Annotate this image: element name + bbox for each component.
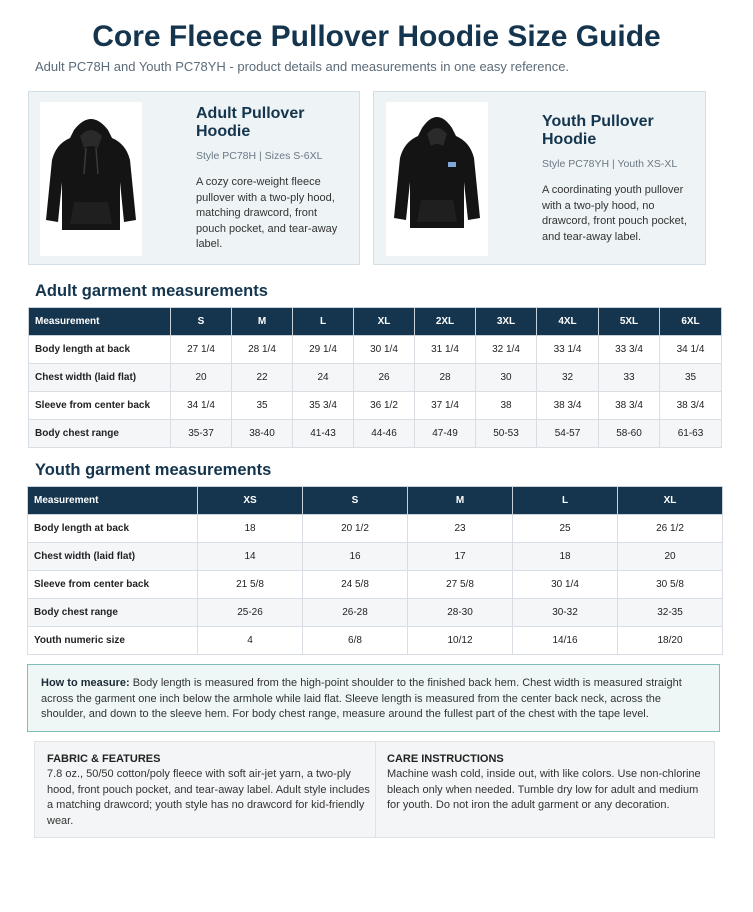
table-cell: Body chest range — [29, 420, 171, 448]
header-cell: XL — [354, 308, 415, 336]
table-cell: 30 1/4 — [513, 571, 618, 599]
table-cell: 35 3/4 — [293, 392, 354, 420]
header-cell: 4XL — [537, 308, 599, 336]
care-instructions — [387, 753, 705, 814]
table-cell: 17 — [408, 543, 513, 571]
table-cell: 20 — [171, 364, 232, 392]
table-cell: 44-46 — [354, 420, 415, 448]
label-tag — [448, 162, 456, 167]
table-cell: 54-57 — [537, 420, 599, 448]
table-cell: 10/12 — [408, 627, 513, 655]
table-cell: 6/8 — [303, 627, 408, 655]
table-cell: 14 — [198, 543, 303, 571]
table-cell: 18/20 — [618, 627, 723, 655]
table-cell: 30-32 — [513, 599, 618, 627]
table-cell: Youth numeric size — [28, 627, 198, 655]
table-cell: 25-26 — [198, 599, 303, 627]
table-row — [28, 599, 723, 627]
adult-card-style: Style PC78H | Sizes S-6XL — [196, 150, 323, 162]
table-cell: 38 — [476, 392, 537, 420]
table-cell: 31 1/4 — [415, 336, 476, 364]
fabric-text: 7.8 oz., 50/50 cotton/poly fleece with soft air-jet yarn, a two-ply hood, front pouch pocket, and tear-away label. Adult style includes a matching drawcord; youth style has no drawcord for kid-friendly wear. — [47, 768, 370, 827]
table-cell: 35 — [660, 364, 722, 392]
page-subtitle: Adult PC78H and Youth PC78YH - product details and measurements in one easy reference. — [35, 59, 570, 74]
adult-hoodie-image — [40, 102, 142, 256]
table-cell: 28 1/4 — [232, 336, 293, 364]
table-cell: 26-28 — [303, 599, 408, 627]
table-cell: 16 — [303, 543, 408, 571]
product-card-adult — [28, 91, 360, 265]
adult-card-title: Adult Pullover Hoodie — [196, 105, 305, 140]
table-row — [29, 392, 722, 420]
table-cell: 30 5/8 — [618, 571, 723, 599]
header-cell: S — [303, 487, 408, 515]
table-row — [28, 543, 723, 571]
table-cell: Body length at back — [28, 515, 198, 543]
table-cell: 14/16 — [513, 627, 618, 655]
fabric-heading: FABRIC & FEATURES — [47, 753, 161, 765]
table-cell: Sleeve from center back — [28, 571, 198, 599]
table-cell: 61-63 — [660, 420, 722, 448]
table-cell: 24 — [293, 364, 354, 392]
table-cell: Body length at back — [29, 336, 171, 364]
table-cell: 58-60 — [599, 420, 660, 448]
table-cell: 38-40 — [232, 420, 293, 448]
header-cell: 3XL — [476, 308, 537, 336]
table-cell: 35 — [232, 392, 293, 420]
table-row — [29, 364, 722, 392]
header-cell: L — [513, 487, 618, 515]
header-cell: 6XL — [660, 308, 722, 336]
youth-card-title: Youth Pullover Hoodie — [542, 113, 654, 148]
table-cell: 47-49 — [415, 420, 476, 448]
table-cell: 30 — [476, 364, 537, 392]
table-cell: Sleeve from center back — [29, 392, 171, 420]
table-cell: Chest width (laid flat) — [29, 364, 171, 392]
table-row — [28, 627, 723, 655]
table-cell: 29 1/4 — [293, 336, 354, 364]
table-row — [28, 515, 723, 543]
header-cell: Measurement — [29, 308, 171, 336]
table-cell: Chest width (laid flat) — [28, 543, 198, 571]
youth-card-description: A coordinating youth pullover with a two-ply hood, no drawcord, front pouch pocket, and tear-away label. — [542, 184, 687, 243]
adult-measurements-table — [28, 307, 722, 448]
table-cell: 27 5/8 — [408, 571, 513, 599]
youth-section-title: Youth garment measurements — [35, 461, 272, 479]
how-to-measure-label: How to measure: — [41, 677, 130, 689]
header-cell: XS — [198, 487, 303, 515]
header-cell: 2XL — [415, 308, 476, 336]
table-cell: 32-35 — [618, 599, 723, 627]
table-cell: 18 — [198, 515, 303, 543]
header-cell: M — [232, 308, 293, 336]
table-cell: 4 — [198, 627, 303, 655]
header-cell: XL — [618, 487, 723, 515]
table-cell: 32 — [537, 364, 599, 392]
table-cell: 36 1/2 — [354, 392, 415, 420]
table-cell: 38 3/4 — [599, 392, 660, 420]
how-to-measure-note — [27, 664, 720, 732]
youth-card-style: Style PC78YH | Youth XS-XL — [542, 158, 678, 170]
fabric-features — [47, 753, 373, 829]
header-cell: S — [171, 308, 232, 336]
table-cell: 24 5/8 — [303, 571, 408, 599]
table-cell: 26 — [354, 364, 415, 392]
table-header-row — [29, 308, 722, 336]
table-cell: 20 — [618, 543, 723, 571]
pouch-pocket — [70, 202, 112, 224]
youth-hoodie-image — [386, 102, 488, 256]
page-title: Core Fleece Pullover Hoodie Size Guide — [92, 20, 661, 53]
table-cell: 34 1/4 — [660, 336, 722, 364]
table-cell: 35-37 — [171, 420, 232, 448]
header-cell: 5XL — [599, 308, 660, 336]
youth-measurements-table — [27, 486, 723, 655]
table-cell: 18 — [513, 543, 618, 571]
header-cell: L — [293, 308, 354, 336]
info-panel — [34, 741, 715, 838]
table-row — [29, 336, 722, 364]
care-heading: CARE INSTRUCTIONS — [387, 753, 504, 765]
table-cell: 34 1/4 — [171, 392, 232, 420]
header-cell: Measurement — [28, 487, 198, 515]
adult-section-title: Adult garment measurements — [35, 282, 268, 300]
table-row — [28, 571, 723, 599]
table-cell: 28 — [415, 364, 476, 392]
table-cell: 25 — [513, 515, 618, 543]
table-row — [29, 420, 722, 448]
care-text: Machine wash cold, inside out, with like colors. Use non-chlorine bleach only when needed. Tumble dry low for adult and medium for youth. Do not iron the adult garment or any decoration. — [387, 768, 701, 811]
table-cell: 37 1/4 — [415, 392, 476, 420]
table-cell: 38 3/4 — [537, 392, 599, 420]
header-cell: M — [408, 487, 513, 515]
table-cell: 20 1/2 — [303, 515, 408, 543]
table-cell: 50-53 — [476, 420, 537, 448]
pouch-pocket — [417, 200, 457, 222]
table-cell: 28-30 — [408, 599, 513, 627]
table-cell: 33 3/4 — [599, 336, 660, 364]
table-header-row — [28, 487, 723, 515]
table-cell: 38 3/4 — [660, 392, 722, 420]
adult-card-description: A cozy core-weight fleece pullover with a two-ply hood, matching drawcord, front pouch pocket, and tear-away label. — [196, 176, 338, 250]
table-cell: 23 — [408, 515, 513, 543]
table-cell: 32 1/4 — [476, 336, 537, 364]
divider — [375, 742, 376, 837]
table-cell: 30 1/4 — [354, 336, 415, 364]
table-cell: 21 5/8 — [198, 571, 303, 599]
table-cell: 41-43 — [293, 420, 354, 448]
product-card-youth — [373, 91, 706, 265]
table-cell: 33 1/4 — [537, 336, 599, 364]
table-cell: 27 1/4 — [171, 336, 232, 364]
how-to-measure-text: Body length is measured from the high-point shoulder to the finished back hem. Chest width is measured straight across the garment one inch below the armhole while laid flat. Sleeve length is measured from the center back neck, across the shoulder, and down to the sleeve hem. For body chest range, measure around the fullest part of the chest with the tape level. — [41, 677, 682, 720]
table-cell: 22 — [232, 364, 293, 392]
table-cell: 33 — [599, 364, 660, 392]
table-cell: Body chest range — [28, 599, 198, 627]
table-cell: 26 1/2 — [618, 515, 723, 543]
